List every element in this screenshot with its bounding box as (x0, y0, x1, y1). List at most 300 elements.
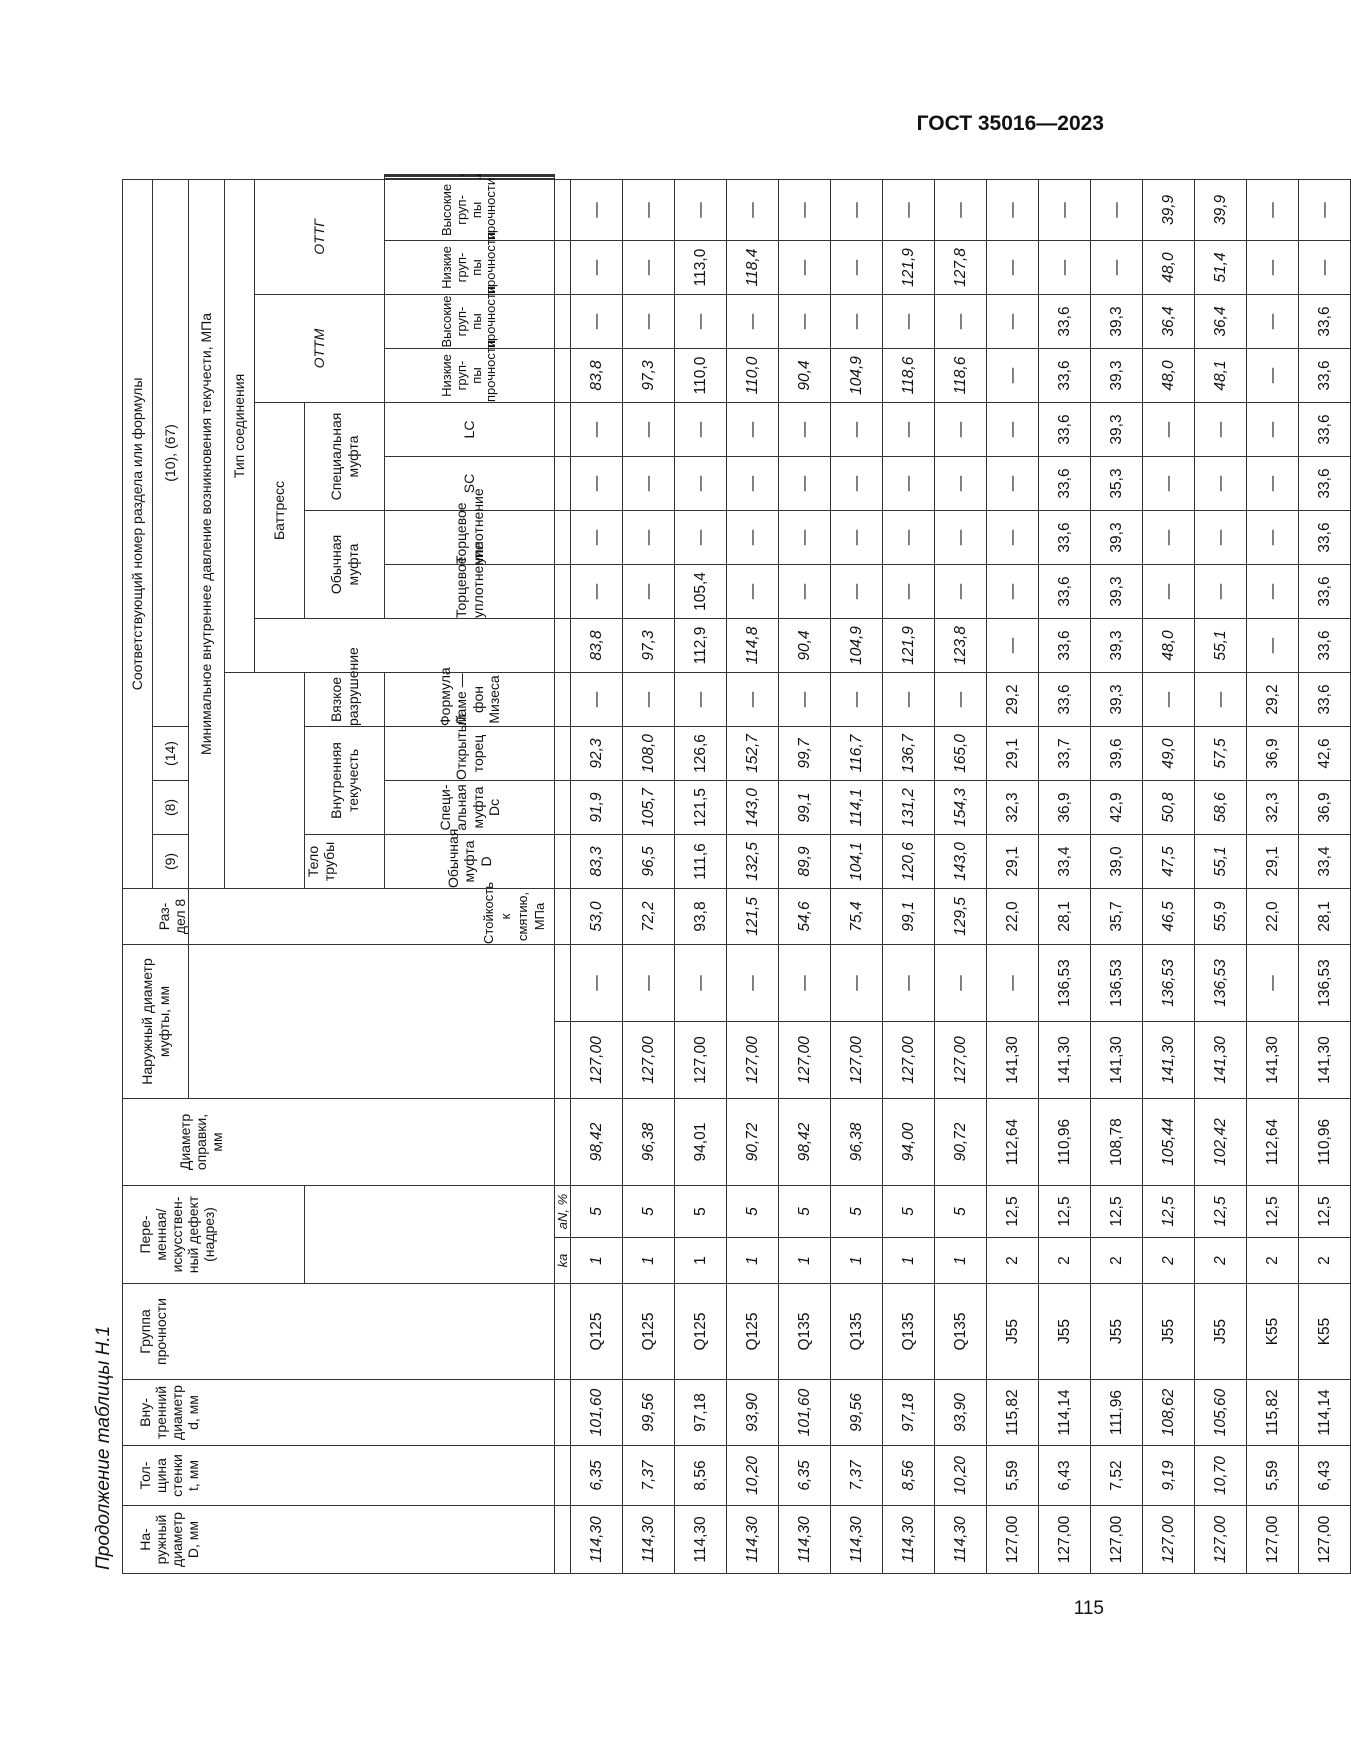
table-cell: — (779, 456, 831, 510)
table-cell: 2 (1299, 1238, 1351, 1284)
table-cell: — (675, 944, 727, 1021)
header-coupling-od: Наружный диаметр муфты, мм (123, 944, 189, 1098)
table-cell: 112,9 (675, 618, 727, 672)
separator-cell (555, 1446, 571, 1506)
table-cell: 75,4 (831, 888, 883, 944)
table-cell: — (623, 456, 675, 510)
table-cell: 36,9 (1247, 726, 1299, 780)
table-cell: 97,18 (883, 1380, 935, 1446)
table-cell: 39,3 (1091, 348, 1143, 402)
table-cell: — (571, 564, 623, 618)
page-number: 115 (1073, 1598, 1104, 1619)
table-cell: — (935, 564, 987, 618)
table-cell: — (571, 510, 623, 564)
table-cell: 2 (1091, 1238, 1143, 1284)
table-cell: — (1195, 564, 1247, 618)
table-cell: 127,00 (727, 1022, 779, 1099)
table-cell: 104,9 (831, 348, 883, 402)
header-defect-blank (305, 1186, 555, 1284)
table-cell: 48,0 (1143, 240, 1195, 294)
table-cell: 33,4 (1039, 834, 1091, 888)
table-cell: 47,5 (1143, 834, 1195, 888)
table-cell: 114,30 (675, 1506, 727, 1574)
table-cell: 6,35 (571, 1446, 623, 1506)
table-cell: 39,9 (1195, 179, 1247, 240)
table-cell: — (779, 944, 831, 1021)
separator-cell (555, 1506, 571, 1574)
header-sc: SC (385, 456, 555, 510)
table-cell: 136,53 (1039, 944, 1091, 1021)
separator-cell (555, 618, 571, 672)
table-cell: 57,5 (1195, 726, 1247, 780)
separator-cell (555, 780, 571, 834)
table-cell: 121,9 (883, 240, 935, 294)
table-cell: — (571, 402, 623, 456)
table-row (779, 175, 831, 1574)
separator-cell (555, 179, 571, 240)
table-cell: 154,3 (935, 780, 987, 834)
table-cell: 29,1 (987, 834, 1039, 888)
header-lc: LC (385, 402, 555, 456)
header-coupling-empty (189, 944, 555, 1098)
table-cell: 1 (675, 1238, 727, 1284)
table-cell: 48,0 (1143, 348, 1195, 402)
table-cell: 12,5 (987, 1186, 1039, 1238)
table-cell: 121,5 (727, 888, 779, 944)
table-cell: 1 (831, 1238, 883, 1284)
table-cell: — (675, 456, 727, 510)
table-cell: 22,0 (987, 888, 1039, 944)
table-cell: — (675, 294, 727, 348)
table-cell: — (675, 179, 727, 240)
table-cell: — (935, 456, 987, 510)
header-wall-thickness: Тол- щина стенки t, мм (123, 1446, 555, 1506)
header-separator-row (555, 175, 571, 1574)
table-cell: 29,2 (987, 672, 1039, 726)
header-defect: Пере- менная/ искусствен- ный дефект (надрез) (123, 1186, 305, 1284)
table-cell: 102,42 (1195, 1099, 1247, 1186)
table-cell: 33,6 (1039, 672, 1091, 726)
table-cell: 91,9 (571, 780, 623, 834)
table-cell: 105,7 (623, 780, 675, 834)
table-body (555, 175, 1351, 1574)
table-cell: 127,8 (935, 240, 987, 294)
table-cell: 127,00 (623, 1022, 675, 1099)
table-cell: 126,6 (675, 726, 727, 780)
table-cell: 55,1 (1195, 834, 1247, 888)
table-cell: — (987, 618, 1039, 672)
table-cell: — (727, 510, 779, 564)
separator-cell (555, 456, 571, 510)
table-cell: 93,90 (727, 1380, 779, 1446)
table-row (1247, 175, 1299, 1574)
table-cell: — (623, 402, 675, 456)
table-cell: — (1247, 456, 1299, 510)
table-cell: 90,4 (779, 348, 831, 402)
table-cell: — (571, 294, 623, 348)
table-cell: 33,7 (1039, 726, 1091, 780)
table-cell: — (571, 179, 623, 240)
header-connection-type: Тип соединения (225, 179, 255, 672)
table-cell: — (987, 564, 1039, 618)
table-cell: 1 (779, 1238, 831, 1284)
table-cell: 127,00 (1195, 1506, 1247, 1574)
table-cell: 97,18 (675, 1380, 727, 1446)
separator-cell (555, 402, 571, 456)
table-cell: — (831, 944, 883, 1021)
table-cell: — (883, 944, 935, 1021)
table-cell: 136,53 (1299, 944, 1351, 1021)
table-cell: 93,8 (675, 888, 727, 944)
table-cell: — (675, 672, 727, 726)
table-cell: 92,3 (571, 726, 623, 780)
table-cell: Q125 (571, 1284, 623, 1380)
table-cell: 143,0 (727, 780, 779, 834)
table-cell: — (727, 402, 779, 456)
table-cell: 2 (1039, 1238, 1091, 1284)
table-cell: 141,30 (1299, 1022, 1351, 1099)
table-cell: — (883, 294, 935, 348)
table-cell: 99,1 (779, 780, 831, 834)
table-row (675, 175, 727, 1574)
table-cell: 2 (1143, 1238, 1195, 1284)
table-cell: 112,64 (1247, 1099, 1299, 1186)
table-cell: — (1039, 179, 1091, 240)
table-cell: K55 (1247, 1284, 1299, 1380)
table-cell: — (623, 564, 675, 618)
table-cell: 108,78 (1091, 1099, 1143, 1186)
table-cell: — (1091, 240, 1143, 294)
table-cell: 32,3 (987, 780, 1039, 834)
table-cell: — (1091, 179, 1143, 240)
table-cell: 141,30 (1143, 1022, 1195, 1099)
table-cell: 118,6 (935, 348, 987, 402)
table-cell: 29,2 (1247, 672, 1299, 726)
table-cell: 8,56 (883, 1446, 935, 1506)
table-cell: 101,60 (779, 1380, 831, 1446)
table-cell: 29,1 (1247, 834, 1299, 888)
table-cell: 83,8 (571, 618, 623, 672)
table-cell: 120,6 (883, 834, 935, 888)
table-cell: 115,82 (987, 1380, 1039, 1446)
header-open-end: Открытый торец (385, 726, 555, 780)
header-capped-end-14: Торцевое уплотнение (385, 510, 555, 564)
table-cell: 108,0 (623, 726, 675, 780)
header-outer-diameter: На- ружный диаметр D, мм (123, 1506, 555, 1574)
table-cell: 99,1 (883, 888, 935, 944)
table-cell: 136,53 (1143, 944, 1195, 1021)
table-cell: 165,0 (935, 726, 987, 780)
header-b-special: Специальная муфта (305, 402, 385, 510)
table-cell: 6,43 (1039, 1446, 1091, 1506)
table-cell: — (1247, 510, 1299, 564)
table-row (1091, 175, 1143, 1574)
table-cell: — (935, 944, 987, 1021)
table-cell: — (571, 944, 623, 1021)
table-cell: 22,0 (1247, 888, 1299, 944)
separator-cell (555, 672, 571, 726)
table-cell: 5 (779, 1186, 831, 1238)
table-cell: 90,72 (727, 1099, 779, 1186)
table-cell: — (727, 456, 779, 510)
table-cell: 94,01 (675, 1099, 727, 1186)
table-cell: — (831, 510, 883, 564)
table-cell: 99,7 (779, 726, 831, 780)
table-cell: 51,4 (1195, 240, 1247, 294)
table-cell: 96,38 (831, 1099, 883, 1186)
table-cell: Q125 (675, 1284, 727, 1380)
table-cell: — (831, 402, 883, 456)
table-cell: 114,8 (727, 618, 779, 672)
table-cell: 90,72 (935, 1099, 987, 1186)
table-cell: 2 (1247, 1238, 1299, 1284)
table-cell: 5,59 (987, 1446, 1039, 1506)
table-cell: — (779, 672, 831, 726)
table-cell: 114,30 (571, 1506, 623, 1574)
table-cell: — (883, 179, 935, 240)
table-cell: — (883, 402, 935, 456)
table-cell: 7,52 (1091, 1446, 1143, 1506)
table-cell: 98,42 (779, 1099, 831, 1186)
table-cell: 105,4 (675, 564, 727, 618)
table-cell: 33,6 (1039, 510, 1091, 564)
table-cell: — (987, 294, 1039, 348)
header-inner-diameter: Вну- тренний диаметр d, мм (123, 1380, 555, 1446)
table-cell: 99,56 (831, 1380, 883, 1446)
table-cell: 1 (935, 1238, 987, 1284)
header-internal-yield: Внутренняя текучесть (305, 726, 385, 834)
table-cell: 35,3 (1091, 456, 1143, 510)
table-cell: 83,8 (571, 348, 623, 402)
separator-cell (555, 726, 571, 780)
table-cell: 36,4 (1143, 294, 1195, 348)
table-cell: Q135 (935, 1284, 987, 1380)
table-cell: 39,3 (1091, 294, 1143, 348)
table-cell: — (1299, 240, 1351, 294)
table-cell: 97,3 (623, 618, 675, 672)
table-cell: 55,9 (1195, 888, 1247, 944)
table-continuation-caption: Продолжение таблицы Н.1 (93, 1325, 114, 1570)
table-row (987, 175, 1039, 1574)
table-cell: 39,6 (1091, 726, 1143, 780)
table-cell: — (831, 564, 883, 618)
table-cell: 5 (883, 1186, 935, 1238)
table-cell: 114,30 (779, 1506, 831, 1574)
table-cell: 127,00 (1299, 1506, 1351, 1574)
table-cell: 36,9 (1039, 780, 1091, 834)
table-cell: 112,64 (987, 1099, 1039, 1186)
table-cell: 50,8 (1143, 780, 1195, 834)
table-cell: — (1247, 240, 1299, 294)
table-cell: 98,42 (571, 1099, 623, 1186)
table-cell: 127,00 (1247, 1506, 1299, 1574)
table-cell: — (831, 294, 883, 348)
table-cell: Q125 (727, 1284, 779, 1380)
table-cell: 33,6 (1039, 564, 1091, 618)
header-high-grade-2: Высокие груп- пы прочности (385, 179, 555, 240)
header-coupling-special: Специ- альная муфта Dc (385, 780, 555, 834)
table-cell: 1 (883, 1238, 935, 1284)
table-cell: 141,30 (1247, 1022, 1299, 1099)
table-cell: 39,3 (1091, 402, 1143, 456)
table-cell: 114,30 (935, 1506, 987, 1574)
header-pipe-body: Тело трубы (305, 834, 385, 888)
table-cell: — (727, 294, 779, 348)
table-row (883, 175, 935, 1574)
table-cell: — (1247, 179, 1299, 240)
table-cell: 10,20 (935, 1446, 987, 1506)
table-cell: 127,00 (571, 1022, 623, 1099)
table-cell: 141,30 (1039, 1022, 1091, 1099)
separator-cell (555, 1380, 571, 1446)
table-cell: 54,6 (779, 888, 831, 944)
table-cell: — (883, 510, 935, 564)
table-cell: 114,14 (1039, 1380, 1091, 1446)
table-cell: 104,9 (831, 618, 883, 672)
table-cell: 12,5 (1195, 1186, 1247, 1238)
table-cell: 121,9 (883, 618, 935, 672)
table-cell: — (935, 672, 987, 726)
table-cell: — (1247, 294, 1299, 348)
table-cell: — (571, 672, 623, 726)
header-b-regular: Обычная муфта (305, 510, 385, 618)
table-cell: 113,0 (675, 240, 727, 294)
header-ref-title: Соответствующий номер раздела или формулы (123, 179, 153, 888)
table-cell: 127,00 (779, 1022, 831, 1099)
table-cell: 127,00 (883, 1022, 935, 1099)
table-cell: 127,00 (1091, 1506, 1143, 1574)
separator-cell (555, 294, 571, 348)
table-cell: 105,44 (1143, 1099, 1195, 1186)
table-cell: — (1143, 456, 1195, 510)
table-row (1195, 175, 1247, 1574)
header-low-grade-1: Низкие груп- пы прочности (385, 348, 555, 402)
table-cell: — (987, 456, 1039, 510)
table-cell: 10,20 (727, 1446, 779, 1506)
table-cell: — (1143, 402, 1195, 456)
header-lame-mises: Формула Ламе — фон Мизеса (385, 672, 555, 726)
separator-cell (555, 348, 571, 402)
table-cell: — (1299, 179, 1351, 240)
table-cell: 39,3 (1091, 564, 1143, 618)
table-cell: — (727, 179, 779, 240)
table-cell: 108,62 (1143, 1380, 1195, 1446)
table-cell: — (831, 456, 883, 510)
table-cell: — (1143, 672, 1195, 726)
separator-cell: ka (555, 1238, 571, 1284)
table-cell: — (1195, 672, 1247, 726)
table-cell: 116,7 (831, 726, 883, 780)
table-cell: 9,19 (1143, 1446, 1195, 1506)
header-low-grade-2: Низкие груп- пы прочности (385, 240, 555, 294)
table-cell: 118,6 (883, 348, 935, 402)
table-cell: 94,00 (883, 1099, 935, 1186)
table-cell: 143,0 (935, 834, 987, 888)
header-min-pressure: Минимальное внутреннее давление возникновения текучести, МПа (189, 179, 225, 888)
table-cell: Q135 (883, 1284, 935, 1380)
table-cell: J55 (1039, 1284, 1091, 1380)
table-cell: 96,38 (623, 1099, 675, 1186)
header-strength-grade: Группа прочности (123, 1284, 555, 1380)
table-cell: 111,6 (675, 834, 727, 888)
separator-cell (555, 1022, 571, 1099)
table-cell: — (1143, 510, 1195, 564)
separator-cell (555, 510, 571, 564)
table-cell: 33,6 (1039, 348, 1091, 402)
table-cell: 39,0 (1091, 834, 1143, 888)
header-ottm-regular (385, 178, 555, 179)
table-cell: 33,6 (1039, 294, 1091, 348)
table-row (1299, 175, 1351, 1574)
table-cell: 127,00 (987, 1506, 1039, 1574)
table-cell: — (987, 510, 1039, 564)
table-cell: — (987, 402, 1039, 456)
table-cell: 97,3 (623, 348, 675, 402)
table-cell: 49,0 (1143, 726, 1195, 780)
table-cell: — (987, 348, 1039, 402)
table-cell: 136,7 (883, 726, 935, 780)
table-cell: 42,6 (1299, 726, 1351, 780)
table-cell: 5 (831, 1186, 883, 1238)
table-cell: 8,56 (675, 1446, 727, 1506)
table-cell: 33,6 (1039, 618, 1091, 672)
table-cell: — (727, 944, 779, 1021)
table-cell: 127,00 (675, 1022, 727, 1099)
table-cell: — (675, 402, 727, 456)
table-cell: 136,53 (1195, 944, 1247, 1021)
header-ductile-rupture: Вязкое разрушение (305, 672, 385, 726)
header-high-grade-1: Высокие груп- пы прочности (385, 294, 555, 348)
table-cell: 12,5 (1247, 1186, 1299, 1238)
table-cell: — (831, 179, 883, 240)
table-cell: 5 (571, 1186, 623, 1238)
table-cell: 115,82 (1247, 1380, 1299, 1446)
table-cell: 39,3 (1091, 672, 1143, 726)
table-cell: — (935, 179, 987, 240)
data-table (122, 174, 1351, 1574)
table-cell: 28,1 (1299, 888, 1351, 944)
table-cell: 6,35 (779, 1446, 831, 1506)
table-cell: 118,4 (727, 240, 779, 294)
table-cell: 110,96 (1299, 1099, 1351, 1186)
table-cell: 152,7 (727, 726, 779, 780)
table-cell: 6,43 (1299, 1446, 1351, 1506)
header-capped-end-8: Торцевое уплотнение (385, 564, 555, 618)
table-cell: 12,5 (1299, 1186, 1351, 1238)
table-row (727, 175, 779, 1574)
table-cell: — (571, 456, 623, 510)
table-cell: — (623, 179, 675, 240)
table-cell: — (1247, 564, 1299, 618)
table-cell: 121,5 (675, 780, 727, 834)
table-cell: 33,6 (1039, 402, 1091, 456)
table-cell: 111,96 (1091, 1380, 1143, 1446)
table-cell: 132,5 (727, 834, 779, 888)
table-cell: — (623, 510, 675, 564)
table-cell: 33,6 (1299, 456, 1351, 510)
table-cell: 1 (727, 1238, 779, 1284)
table-cell: 83,3 (571, 834, 623, 888)
header-ref-9: (9) (153, 834, 189, 888)
separator-cell: aN, % (555, 1186, 571, 1238)
table-cell: 114,30 (831, 1506, 883, 1574)
table-cell: 58,6 (1195, 780, 1247, 834)
table-cell: 7,37 (623, 1446, 675, 1506)
table-row (935, 175, 987, 1574)
table-cell: 55,1 (1195, 618, 1247, 672)
table-cell: 127,00 (1143, 1506, 1195, 1574)
standard-header: ГОСТ 35016—2023 (916, 112, 1104, 135)
